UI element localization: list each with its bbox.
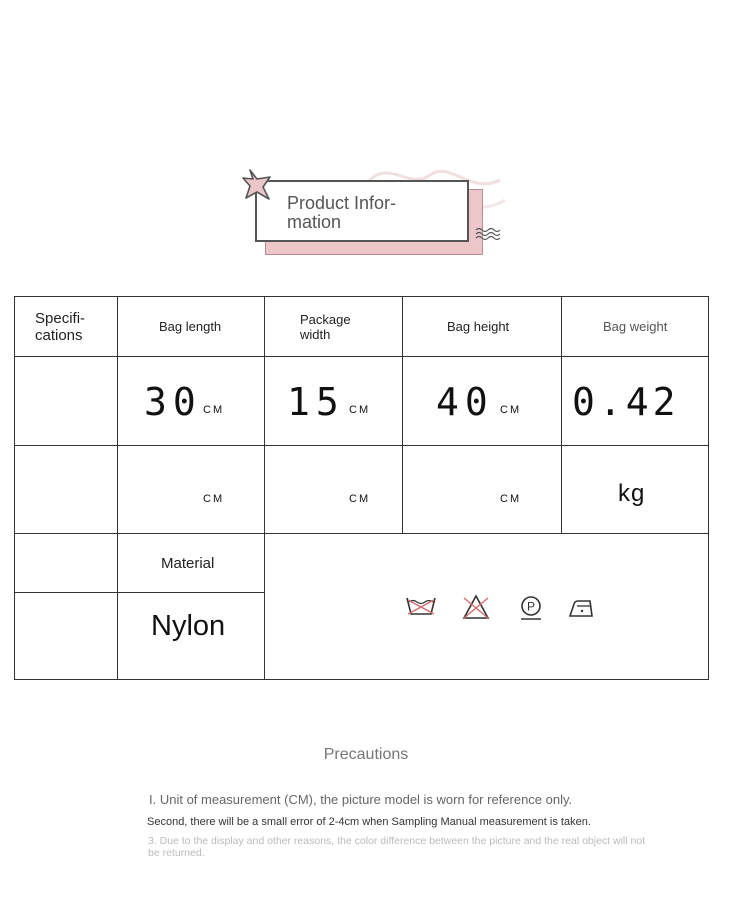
bag-length-unit: CM	[203, 404, 225, 416]
bag-height-unit: CM	[500, 404, 522, 416]
care-icons	[404, 594, 604, 624]
bag-weight-value: 0.42	[572, 380, 680, 424]
package-width-value: 15	[287, 380, 345, 424]
spec-table	[14, 296, 709, 680]
svg-text:P: P	[526, 599, 536, 614]
column-header-package-width: Package width	[300, 312, 351, 342]
row-header-specifications: Specifi- cations	[35, 310, 86, 344]
precaution-note-1: I. Unit of measurement (CM), the picture model is worn for reference only.	[149, 792, 573, 807]
iron-low-icon	[570, 601, 592, 616]
column-header-bag-weight: Bag weight	[603, 319, 668, 334]
dry-clean-p-icon	[521, 597, 541, 619]
material-value: Nylon	[151, 610, 226, 642]
precaution-note-2: Second, there will be a small error of 2-4cm when Sampling Manual measurement is taken.	[147, 816, 591, 828]
bag-height-value: 40	[436, 380, 494, 424]
column-header-bag-height: Bag height	[447, 319, 510, 334]
material-label: Material	[161, 555, 215, 572]
column-header-bag-length: Bag length	[159, 319, 222, 334]
no-bleach-icon	[464, 596, 488, 618]
bag-length-value: 30	[144, 380, 202, 424]
bag-weight-unit: kg	[618, 480, 646, 507]
hand-wash-icon	[407, 598, 435, 614]
bag-length-unit-row: CM	[203, 493, 225, 505]
package-width-unit: CM	[349, 404, 371, 416]
bag-height-unit-row: CM	[500, 493, 522, 505]
waves-icon	[474, 226, 502, 242]
page-title: Product Infor- mation	[287, 193, 397, 232]
package-width-unit-row: CM	[349, 493, 371, 505]
precautions-title: Precautions	[323, 746, 409, 763]
precaution-note-3: 3. Due to the display and other reasons, the color difference between the picture and the real object will not be returned.	[148, 835, 646, 859]
star-icon	[242, 168, 278, 202]
